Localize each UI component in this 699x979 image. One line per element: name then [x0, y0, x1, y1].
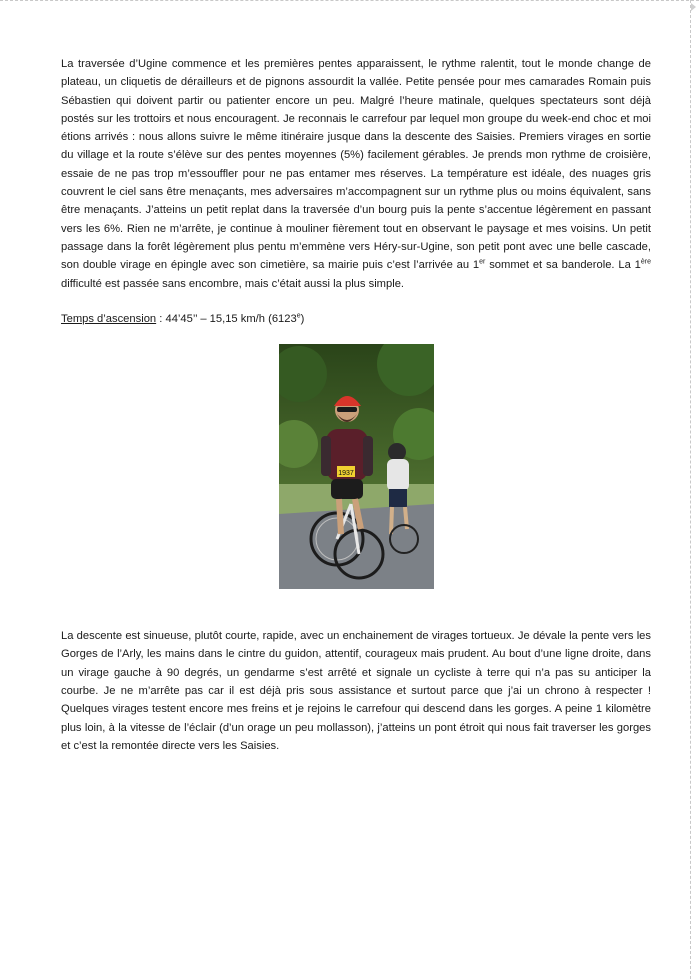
- cyclist-illustration: [279, 344, 434, 589]
- paragraph-ascent-text-1: La traversée d’Ugine commence et les premières pentes apparaissent, le rythme ralentit, tout le monde change de plateau, un cliquetis de dérailleurs et de pignons assourdit la vallée. Petite pensée pour mes camarades Romain puis Sébastien qui doivent partir ou patienter encore un peu. Malgré l’heure matinale, quelques spectateurs sont déjà postés sur les trottoirs et nous encouragent. Je reconnais le carrefour par lequel mon groupe du week-end choc et moi étions arrivés : nous allons suivre le même itinéraire jusque dans la descente des Saisies. Premiers virages en sortie du village et la route s’élève sur des pentes moyennes (5%) facilement gérables. Je prends mon rythme de croisière, essaie de ne pas trop m’essouffler pour ne pas entamer mes réserves. La température est idéale, des nuages gris couvrent le ciel sans être menaçants, mes adversaires m’accompagnent sur un rythme plus ou moins équivalent, sans être menaçants. J’atteins un petit replat dans la traversée d’un bourg puis la pente s’accentue légèrement en passant vers les 6%. Rien ne m’arrête, je continue à mouliner fièrement tout en observant le paysage et mes voisins. Un petit passage dans la forêt légèrement plus pentu m’emmène vers Héry-sur-Ugine, son petit pont avec une belle cascade, son double virage en épingle avec son cimetière, sa mairie puis c’est l’arrivée au 1: [61, 58, 651, 272]
- page-top-border: [0, 0, 699, 5]
- paragraph-ascent-text-2: sommet et sa banderole. La 1: [485, 259, 641, 272]
- ascent-time-line: [61, 310, 651, 328]
- page-corner-arrow-icon: [691, 3, 696, 11]
- ascent-time-close: ): [300, 312, 305, 325]
- paragraph-ascent-text-3: difficulté est passée sans encombre, mais c’était aussi la plus simple.: [61, 277, 405, 290]
- paragraph-descent: La descente est sinueuse, plutôt courte, rapide, avec un enchainement de virages tortueux. Je dévale la pente vers les Gorges de l’Arly, les mains dans le cintre du guidon, attentif, courageux mais prudent. Au bout d’une ligne droite, dans un virage gauche à 90 degrés, un gendarme s’est arrêté et signale un cycliste à terre qui n’a pas su anticiper la courbe. Je ne m’arrête pas car il est déjà pris sous assistance et surtout parce que j’ai un chrono à respecter ! Quelques virages testent encore mes freins et je rejoins le carrefour qui descend dans les gorges. A peine 1 kilomètre plus loin, à la vitesse de l’éclair (d’un orage un peu mollasson), j’atteins un pont étroit qui nous fait traverser les gorges et c’est la remontée directe vers les Saisies.: [61, 630, 651, 752]
- paragraph-ascent: [61, 55, 651, 293]
- cyclist-photo: [279, 344, 434, 589]
- document-body: [61, 55, 651, 755]
- superscript-ere: ère: [640, 258, 651, 266]
- photo-container: [61, 344, 651, 589]
- ascent-time-label: Temps d’ascension: [61, 312, 157, 325]
- rank-superscript: e: [296, 312, 301, 320]
- superscript-er: er: [479, 258, 486, 266]
- page-right-border: [690, 0, 691, 979]
- race-bib-number: 1937: [337, 470, 354, 478]
- ascent-time-value: : 44’45’’ – 15,15 km/h (6123: [156, 312, 297, 325]
